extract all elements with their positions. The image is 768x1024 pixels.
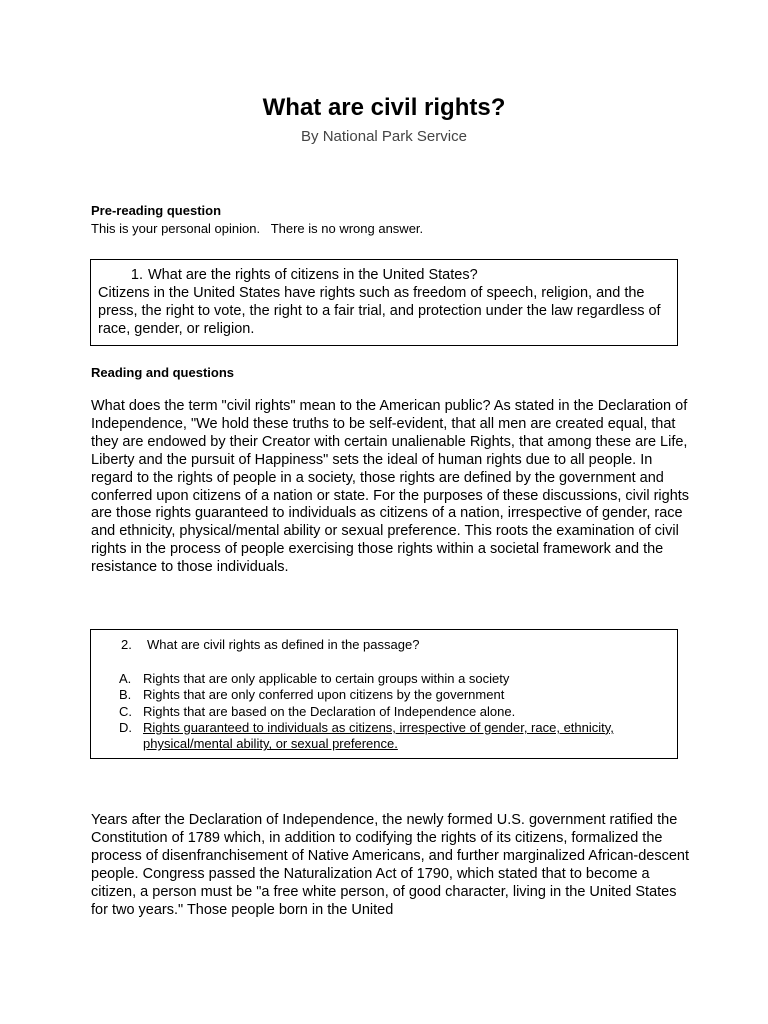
document-title: What are civil rights? <box>262 94 506 121</box>
option-b-text: Rights that are only conferred upon citizens by the government <box>143 687 505 703</box>
question-2 <box>121 637 677 653</box>
question-1-text: What are the rights of citizens in the United States? <box>148 267 478 283</box>
option-d <box>119 720 677 753</box>
pre-reading-note: This is your personal opinion. There is no wrong answer. <box>91 221 424 236</box>
question-1-box <box>90 259 678 346</box>
reading-paragraph-1: What does the term "civil rights" mean to the American public? As stated in the Declaration of Independence, "We hold these truths to be self-evident, that all men are created equal, that they are endowed by their Creator with certain unalienable Rights, that among these are Life, Liberty and the pursuit of Happiness" sets the ideal of human rights due to all people. In regard to the rights of people in a society, those rights are defined by the government and conferred upon citizens of a nation or state. For the purposes of these discussions, civil rights are those rights guaranteed to individuals as citizens of a nation, irrespective of gender, race and ethnicity, physical/mental ability or sexual preference. This roots the examination of civil rights in the process of people exercising those rights within a societal framework and the resistance to those individuals. <box>91 398 690 576</box>
document-byline: By National Park Service <box>301 128 467 145</box>
option-c <box>119 704 677 720</box>
reading-paragraph-2: Years after the Declaration of Independence, the newly formed U.S. government ratified the Constitution of 1789 which, in addition to codifying the rights of its citizens, formalized the process of disenfranchisement of Native Americans, and further marginalized African-descent people. Congress passed the Naturalization Act of 1790, which stated that to become a citizen, a person must be "a free white person, of good character, living in the United States for two years." Those people born in the United <box>91 812 690 918</box>
question-2-text: What are civil rights as defined in the passage? <box>147 637 420 652</box>
option-a-letter: A. <box>119 671 132 686</box>
question-1 <box>98 266 677 284</box>
answer-options <box>119 671 677 752</box>
reading-heading: Reading and questions <box>91 365 235 380</box>
question-2-box <box>90 629 678 759</box>
option-d-letter: D. <box>119 719 132 735</box>
option-d-text: Rights guaranteed to individuals as citizens, irrespective of gender, race, ethnicity, physical/mental ability, or sexual preference. <box>143 719 614 752</box>
question-1-answer: Citizens in the United States have rights such as freedom of speech, religion, and the press, the right to vote, the right to a fair trial, and protection under the law regardless of race, gender, or religion. <box>98 285 661 337</box>
option-c-text: Rights that are based on the Declaration of Independence alone. <box>143 703 516 719</box>
option-a-text: Rights that are only applicable to certain groups within a society <box>143 671 510 686</box>
pre-reading-heading: Pre-reading question <box>91 203 222 218</box>
question-1-number: 1. <box>130 267 143 283</box>
option-b-letter: B. <box>119 687 132 703</box>
question-2-number: 2. <box>121 637 132 652</box>
option-b <box>119 687 677 703</box>
option-a <box>119 671 677 687</box>
option-c-letter: C. <box>119 703 132 719</box>
